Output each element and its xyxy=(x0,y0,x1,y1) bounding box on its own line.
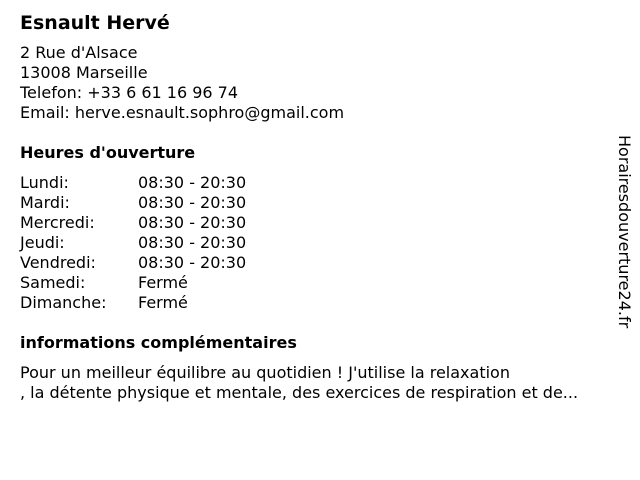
day-hours: 08:30 - 20:30 xyxy=(138,173,247,192)
day-hours: 08:30 - 20:30 xyxy=(138,233,247,252)
info-line: , la détente physique et mentale, des exercices de respiration et de... xyxy=(20,383,579,402)
day-hours: 08:30 - 20:30 xyxy=(138,253,247,272)
day-label: Dimanche: xyxy=(20,293,107,312)
info-line: Pour un meilleur équilibre au quotidien ! J'utilise la relaxation xyxy=(20,363,510,382)
address-street: 2 Rue d'Alsace xyxy=(20,43,138,62)
business-card xyxy=(20,10,610,403)
additional-info-heading: informations complémentaires xyxy=(20,333,297,352)
day-label: Mardi: xyxy=(20,193,70,212)
day-hours: 08:30 - 20:30 xyxy=(138,213,247,232)
opening-hours-heading: Heures d'ouverture xyxy=(20,143,196,162)
business-name: Esnault Hervé xyxy=(20,12,170,34)
day-label: Lundi: xyxy=(20,173,69,192)
address-city: 13008 Marseille xyxy=(20,63,148,82)
day-label: Mercredi: xyxy=(20,213,95,232)
day-hours: Fermé xyxy=(138,273,188,292)
day-label: Samedi: xyxy=(20,273,86,292)
email-text: Email: herve.esnault.sophro@gmail.com xyxy=(20,103,345,122)
day-label: Vendredi: xyxy=(20,253,96,272)
contact-block xyxy=(20,43,610,123)
site-watermark: Horairesdouverture24.fr xyxy=(615,135,634,329)
day-label: Jeudi: xyxy=(20,233,65,252)
hours-row-monday xyxy=(20,173,610,193)
hours-row-thursday xyxy=(20,233,610,253)
hours-row-tuesday xyxy=(20,193,610,213)
hours-row-sunday xyxy=(20,293,610,313)
hours-row-friday xyxy=(20,253,610,273)
additional-info-text xyxy=(20,363,620,403)
hours-row-wednesday xyxy=(20,213,610,233)
hours-row-saturday xyxy=(20,273,610,293)
day-hours: Fermé xyxy=(138,293,188,312)
day-hours: 08:30 - 20:30 xyxy=(138,193,247,212)
phone-text: Telefon: +33 6 61 16 96 74 xyxy=(20,83,239,102)
opening-hours-table xyxy=(20,173,610,313)
